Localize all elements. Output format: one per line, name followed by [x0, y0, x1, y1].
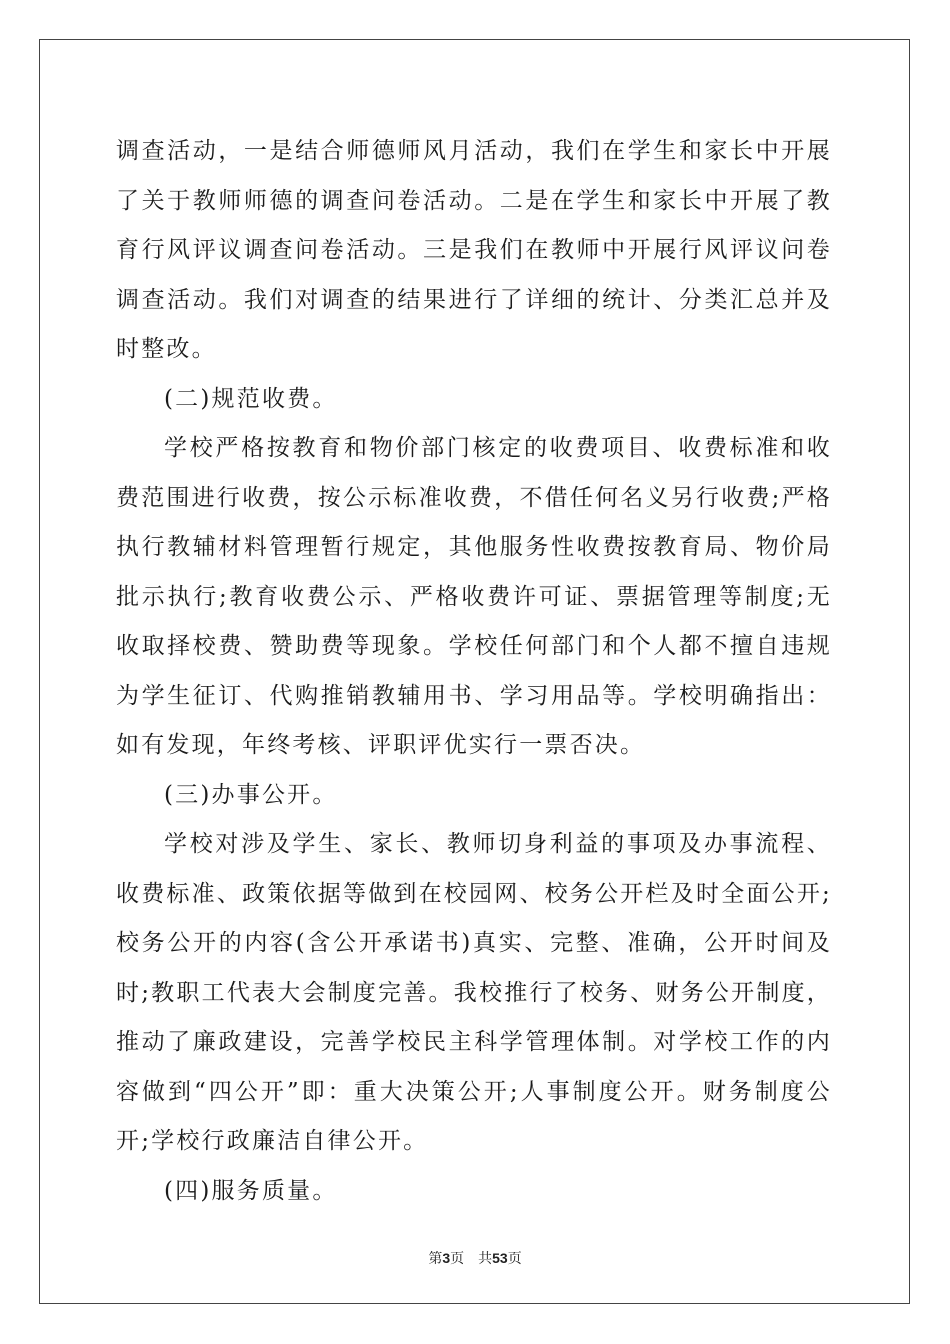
- total-pages: 53: [492, 1250, 508, 1266]
- page-number: 3: [442, 1250, 451, 1266]
- section-heading-2: (二)规范收费。: [164, 385, 338, 412]
- paragraph-1: 调查活动，一是结合师德师风月活动，我们在学生和家长中开展了关于教师师德的调查问卷活动。二是在学生和家长中开展了教育行风评议调查问卷活动。三是我们在教师中开展行风评议问卷调查活动。我们对调查的结果进行了详细的统计、分类汇总并及时整改。: [116, 138, 832, 362]
- page-prefix: 第: [428, 1251, 443, 1267]
- paragraph-3: 学校严格按教育和物价部门核定的收费项目、收费标准和收费范围进行收费，按公示标准收费，不借任何名义另行收费;严格执行教辅材料管理暂行规定，其他服务性收费按教育局、物价局批示执行;教育收费公示、严格收费许可证、票据管理等制度;无收取择校费、赞助费等现象。学校任何部门和个人都不擅自违规为学生征订、代购推销教辅用书、学习用品等。学校明确指出：如有发现，年终考核、评职评优实行一票否决。: [116, 435, 832, 758]
- section-heading-4: (四)服务质量。: [164, 1177, 338, 1204]
- page-suffix: 页: [450, 1251, 465, 1267]
- total-prefix: 共: [478, 1251, 493, 1267]
- paragraph-5: 学校对涉及学生、家长、教师切身利益的事项及办事流程、收费标准、政策依据等做到在校园网、校务公开栏及时全面公开;校务公开的内容(含公开承诺书)真实、完整、准确，公开时间及时;教职工代表大会制度完善。我校推行了校务、财务公开制度，推动了廉政建设，完善学校民主科学管理体制。对学校工作的内容做到“四公开”即：重大决策公开;人事制度公开。财务制度公开;学校行政廉洁自律公开。: [116, 831, 832, 1154]
- page-footer: [0, 1248, 950, 1268]
- document-body: [116, 127, 832, 1216]
- section-heading-3: (三)办事公开。: [164, 781, 338, 808]
- total-suffix: 页: [507, 1251, 522, 1267]
